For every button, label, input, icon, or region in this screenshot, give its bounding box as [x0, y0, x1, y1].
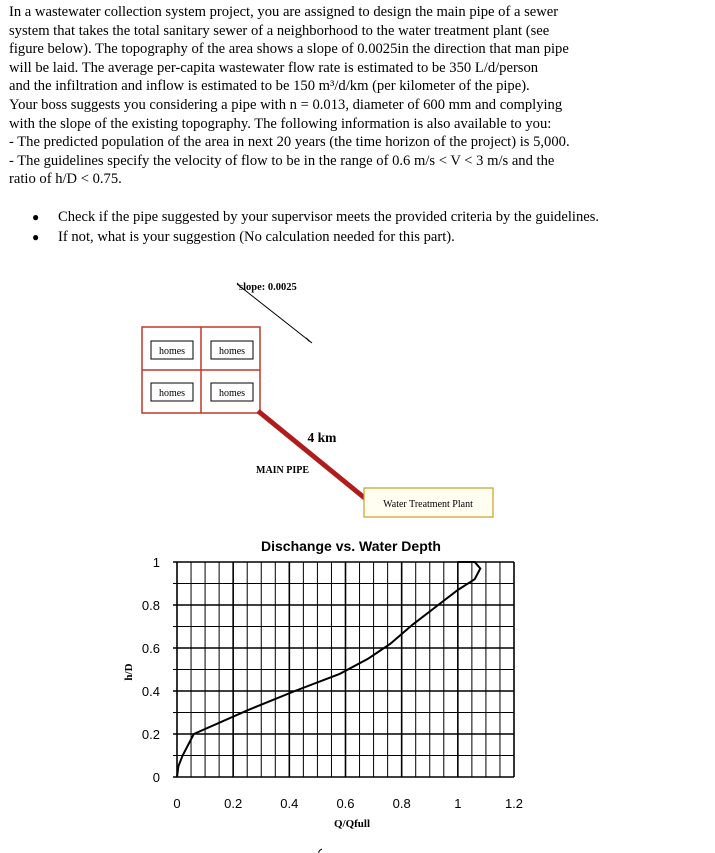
problem-line: system that takes the total sanitary sewer of a neighborhood to the water treatment plant (see	[9, 22, 550, 39]
problem-line: and the infiltration and inflow is estimated to be 150 m³/d/km (per kilometer of the pipe).	[9, 78, 530, 95]
x-tick-label: 0.6	[336, 796, 355, 811]
problem-line: figure below). The topography of the area shows a slope of 0.0025in the direction that man pipe	[9, 41, 569, 58]
x-axis-ticks	[173, 796, 523, 811]
y-tick-label: 0.6	[141, 641, 160, 656]
x-tick-label: 1.2	[504, 796, 524, 811]
main-pipe	[258, 411, 372, 504]
slope-arrowhead-icon	[306, 337, 312, 343]
stray-mark	[319, 849, 322, 853]
x-axis-label: Q/Qfull	[333, 818, 371, 830]
problem-line: with the slope of the existing topography. The following information is also available to you:	[9, 115, 552, 132]
treatment-plant-label: Water Treatment Plant	[383, 499, 473, 510]
problem-line: ratio of h/D < 0.75.	[9, 171, 122, 188]
problem-line: In a wastewater collection system project, you are assigned to design the main pipe of a sewer	[9, 4, 559, 20]
home-label: homes	[218, 346, 246, 357]
x-tick-label: 0.2	[224, 796, 243, 811]
y-axis-ticks	[142, 555, 160, 785]
y-axis-label: h/D	[123, 663, 135, 681]
slope-label: slope: 0.0025	[239, 282, 297, 293]
x-tick-label: 1	[454, 796, 462, 811]
bullet-icon: ●	[32, 210, 40, 224]
task-text: Check if the pipe suggested by your supervisor meets the provided criteria by the guidelines.	[58, 209, 600, 225]
home-label: homes	[158, 388, 186, 399]
y-tick-label: 0.8	[141, 598, 160, 613]
problem-line: will be laid. The average per-capita wastewater flow rate is estimated to be 350 L/d/person	[9, 59, 539, 76]
y-tick-label: 0.4	[141, 684, 160, 699]
distance-label: 4 km	[307, 430, 337, 445]
y-tick-label: 1	[152, 555, 160, 570]
home-label: homes	[218, 388, 246, 399]
x-tick-label: 0	[173, 796, 181, 811]
chart-grid	[173, 562, 514, 777]
y-tick-label: 0.2	[141, 727, 160, 742]
homes-block	[142, 327, 260, 413]
x-tick-label: 0.8	[392, 796, 411, 811]
main-pipe-label: MAIN PIPE	[256, 465, 310, 476]
problem-line: - The guidelines specify the velocity of flow to be in the range of 0.6 m/s < V < 3 m/s and the	[9, 152, 555, 169]
x-tick-label: 0.4	[280, 796, 299, 811]
y-tick-label: 0	[152, 770, 160, 785]
bullet-icon: ●	[32, 229, 40, 244]
task-text: If not, what is your suggestion (No calculation needed for this part).	[58, 228, 455, 245]
discharge-chart	[123, 538, 523, 830]
chart-title: Dischange vs. Water Depth	[261, 538, 441, 554]
problem-line: Your boss suggests you considering a pipe with n = 0.013, diameter of 600 mm and complying	[9, 96, 563, 113]
problem-line: - The predicted population of the area in next 20 years (the time horizon of the project) is 5,000.	[9, 134, 570, 151]
home-label: homes	[158, 346, 186, 357]
